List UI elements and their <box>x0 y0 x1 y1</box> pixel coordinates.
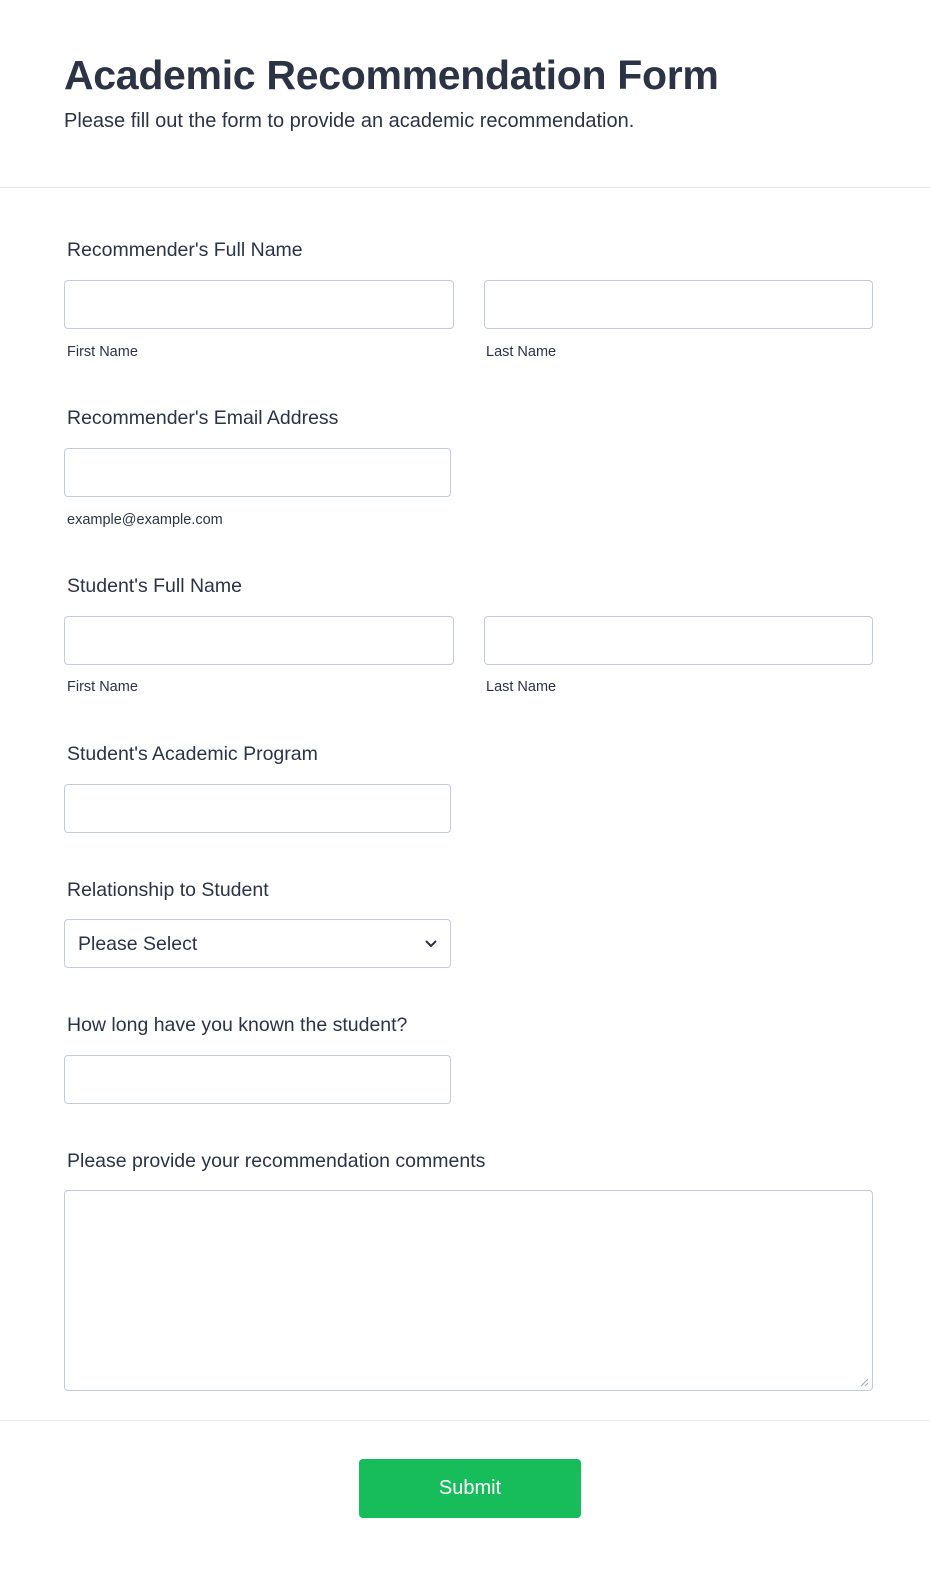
comments-textarea[interactable] <box>64 1190 873 1391</box>
recommender-name-label: Recommender's Full Name <box>67 239 303 261</box>
recommender-first-name-sublabel: First Name <box>67 344 138 360</box>
known-duration-label: How long have you known the student? <box>67 1014 408 1036</box>
relationship-label: Relationship to Student <box>67 879 269 901</box>
academic-program-label: Student's Academic Program <box>67 743 318 765</box>
comments-label: Please provide your recommendation comments <box>67 1150 486 1172</box>
recommender-email-label: Recommender's Email Address <box>67 407 339 429</box>
student-first-name-sublabel: First Name <box>67 679 138 695</box>
page-title: Academic Recommendation Form <box>64 52 719 98</box>
student-first-name-input[interactable] <box>64 616 454 665</box>
page-subtitle: Please fill out the form to provide an academic recommendation. <box>64 110 635 132</box>
academic-program-input[interactable] <box>64 784 451 833</box>
relationship-selected-value: Please Select <box>78 933 198 955</box>
chevron-down-icon <box>424 937 438 951</box>
student-name-label: Student's Full Name <box>67 575 242 597</box>
recommender-last-name-sublabel: Last Name <box>486 344 557 360</box>
student-last-name-input[interactable] <box>484 616 873 665</box>
submit-button[interactable]: Submit <box>359 1459 581 1518</box>
footer-divider <box>0 1420 930 1421</box>
form-header <box>0 0 930 188</box>
student-last-name-sublabel: Last Name <box>486 679 557 695</box>
known-duration-input[interactable] <box>64 1055 451 1104</box>
resize-handle-icon[interactable] <box>859 1377 869 1387</box>
recommender-email-input[interactable] <box>64 448 451 497</box>
recommender-first-name-input[interactable] <box>64 280 454 329</box>
relationship-select[interactable] <box>64 919 451 968</box>
recommender-last-name-input[interactable] <box>484 280 873 329</box>
recommender-email-sublabel: example@example.com <box>67 512 223 528</box>
